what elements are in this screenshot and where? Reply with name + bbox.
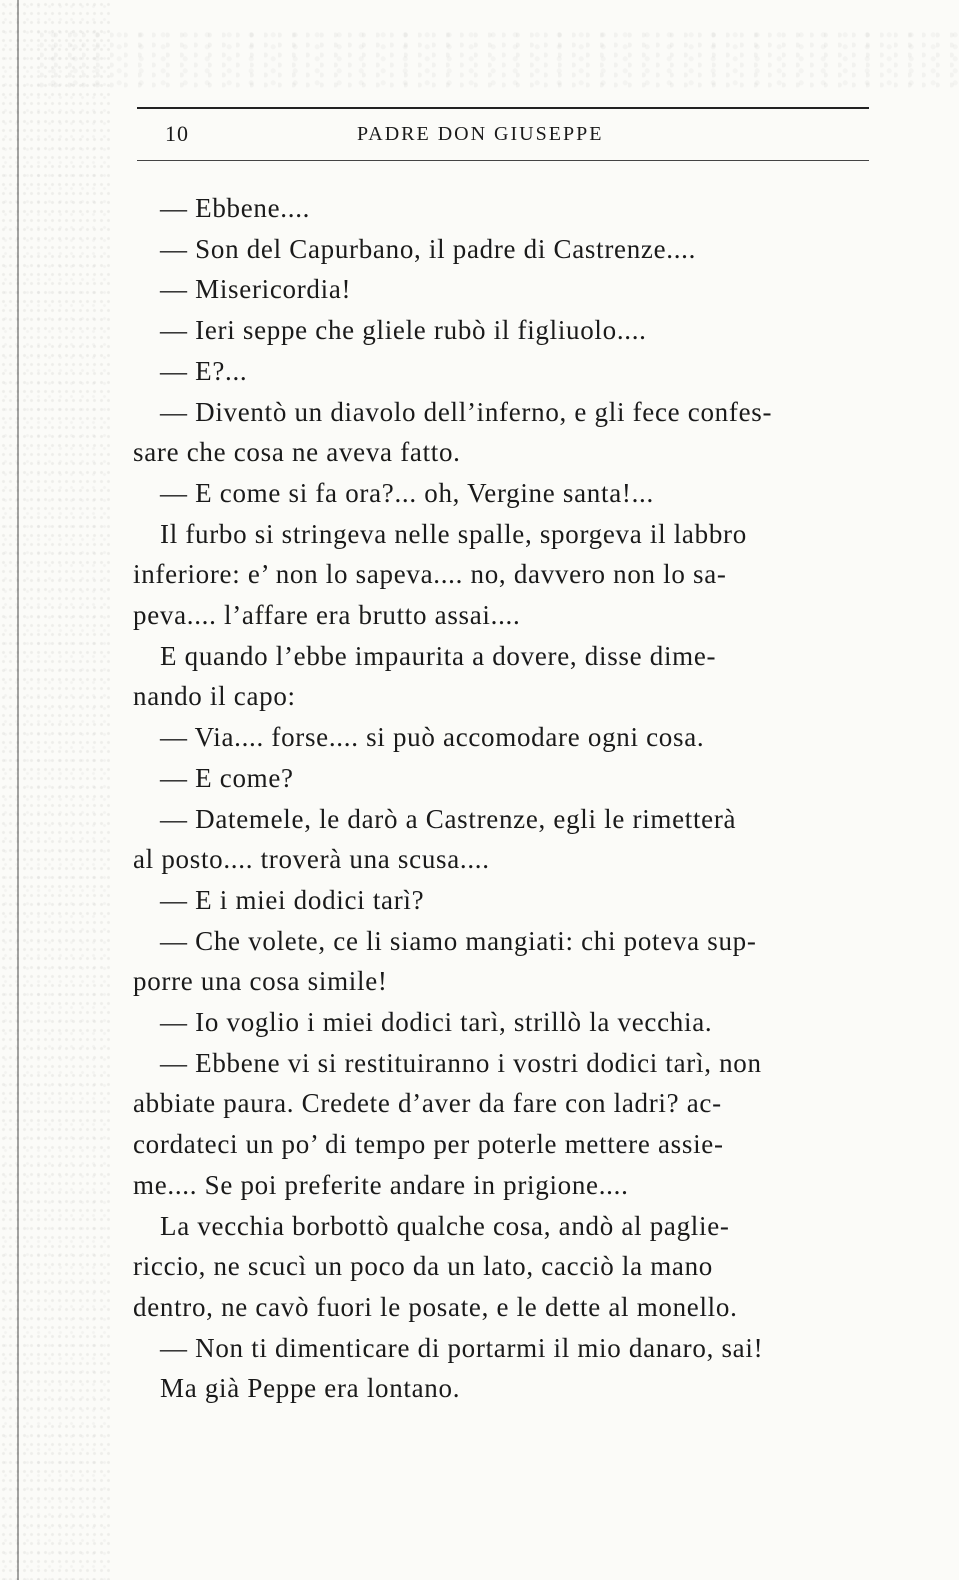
paragraph: — Ebbene.... [160, 193, 311, 223]
paragraph: — Via.... forse.... si può accomodare ogni cosa. [160, 722, 705, 753]
paragraph: — E come si fa ora?... oh, Vergine santa!... [160, 477, 654, 508]
paragraph: — Son del Capurbano, il padre di Castrenze.... [160, 233, 697, 264]
paragraph: — Ieri seppe che gliele rubò il figliuolo.... [160, 315, 647, 346]
paragraph: Il furbo si stringeva nelle spalle, sporgeva il labbro inferiore: e’ non lo sapeva.... no, davvero non lo sa- peva.... l’affare era brutto assai.... [133, 518, 747, 631]
paragraph: — Che volete, ce li siamo mangiati: chi poteva sup- porre una cosa simile! [133, 925, 757, 997]
header-rule-top [137, 107, 869, 109]
paragraph: — Misericordia! [160, 274, 352, 305]
paragraph: — Datemele, le darò a Castrenze, egli le rimetterà al posto.... troverà una scusa.... [133, 803, 737, 875]
paragraph: — Non ti dimenticare di portarmi il mio danaro, sai! [160, 1332, 764, 1363]
body-text [133, 188, 863, 1409]
paper-stain-top [40, 30, 959, 90]
paragraph: La vecchia borbottò qualche cosa, andò al paglie- riccio, ne scucì un poco da un lato, cacciò la mano dentro, ne cavò fuori le posate, e le dette al monello. [133, 1210, 738, 1322]
paragraph: — Io voglio i miei dodici tarì, strillò la vecchia. [160, 1007, 713, 1038]
header-rule-bottom [137, 160, 869, 161]
paragraph: — E come? [160, 762, 294, 793]
paragraph: — E i miei dodici tarì? [160, 884, 425, 915]
paragraph: — E?... [160, 355, 248, 386]
paragraph: — Ebbene vi si restituiranno i vostri dodici tarì, non abbiate paura. Credete d’aver da fare con ladri? ac- cordateci un po’ di tempo per poterle mettere assie- me.... Se poi preferite andare in prigione.... [133, 1047, 762, 1200]
paragraph: Ma già Peppe era lontano. [160, 1373, 461, 1404]
paragraph: E quando l’ebbe impaurita a dovere, disse dime- nando il capo: [133, 640, 717, 712]
page-edge [17, 0, 19, 1580]
page-number: 10 [165, 121, 189, 146]
paragraph: — Diventò un diavolo dell’inferno, e gli fece confes- sare che cosa ne aveva fatto. [133, 396, 773, 468]
running-title: PADRE DON GIUSEPPE [357, 123, 604, 145]
